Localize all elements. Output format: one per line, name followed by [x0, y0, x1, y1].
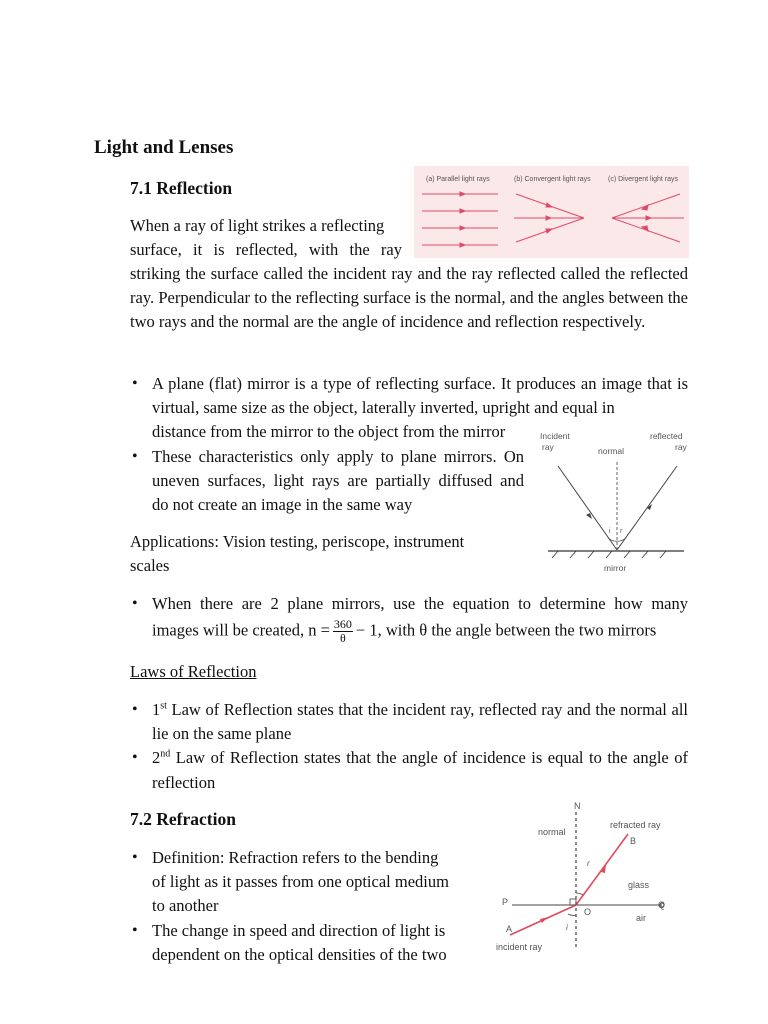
- bullet-line: • When there are 2 plane mirrors, use the equation to determine how many: [152, 594, 688, 613]
- formula-prefix: images will be created, n =: [152, 620, 330, 640]
- incident-label: Incident: [540, 431, 570, 441]
- incidence-arc: [568, 914, 576, 915]
- p-label: P: [502, 897, 509, 907]
- i-label: i: [566, 923, 568, 932]
- intro-continuation: striking the surface called the incident ray and the ray reflected called the reflected ray. Perpendicular to the reflecting surface is the normal, and the angles between the two rays and the normal are the angle of incidence and reflection respectively.: [130, 264, 688, 332]
- ordinal-suffix: st: [160, 700, 167, 712]
- a-label: A: [506, 924, 513, 934]
- reflected-ray-label: ray: [675, 442, 687, 452]
- n-label: N: [574, 801, 581, 811]
- list-item: [130, 445, 524, 518]
- applications-line: Applications: Vision testing, periscope, instrument: [130, 532, 465, 551]
- section-heading-refraction: 7.2 Refraction: [130, 809, 236, 829]
- air-label: air: [636, 913, 647, 923]
- laws-heading: Laws of Reflection: [130, 662, 257, 681]
- applications-text: [130, 530, 490, 578]
- angle-i-label: i: [609, 528, 611, 535]
- q-label: Q: [658, 900, 666, 910]
- intro-line-1: When a ray of light strikes a reflecting: [130, 216, 385, 235]
- mirror-label: mirror: [604, 563, 627, 573]
- list-item: [130, 919, 470, 967]
- normal-label: normal: [538, 827, 566, 837]
- bullet-text-last-line: distance from the mirror to the object from the mirror: [152, 422, 506, 442]
- incident-ray: [558, 466, 617, 550]
- section-heading-reflection: 7.1 Reflection: [130, 178, 233, 198]
- glass-label: glass: [628, 880, 650, 890]
- incident-ray-label: incident ray: [496, 942, 543, 952]
- laws-list: [130, 698, 688, 795]
- bullet-line: • Definition: Refraction refers to the bending: [152, 848, 439, 867]
- intro-paragraph: [130, 214, 402, 262]
- bullet-line: • The change in speed and direction of light is: [152, 920, 446, 940]
- incident-arrow: [540, 917, 548, 923]
- b-label: B: [630, 836, 637, 846]
- refracted-ray: [576, 834, 628, 905]
- refracted-ray-label: refracted ray: [610, 820, 661, 830]
- incident-ray-label: ray: [542, 442, 554, 452]
- r-label: r: [587, 859, 590, 868]
- bullet-line: dependent on the optical densities of the two: [152, 944, 447, 964]
- ordinal-suffix: nd: [160, 748, 171, 760]
- refraction-arc: [576, 893, 583, 895]
- bullet-line: to another: [152, 896, 219, 916]
- reflected-label: reflected: [650, 431, 683, 441]
- formula-suffix: − 1, with θ the angle between the two mirrors: [355, 620, 657, 640]
- law-text: Law of Reflection states that the angle of incidence is equal to the angle of reflection: [152, 748, 688, 792]
- fraction-denominator: θ: [340, 631, 346, 646]
- page-title: Light and Lenses: [94, 137, 234, 158]
- formula-line: [152, 618, 688, 645]
- bullet-text: • A plane (flat) mirror is a type of reflecting surface. It produces an image that is virtual, same size as the object, laterally inverted, upright and equal in: [152, 374, 688, 418]
- list-item: • 2nd Law of Reflection states that the angle of incidence is equal to the angle of reflection: [130, 746, 688, 794]
- refraction-diagram: [494, 798, 688, 960]
- light-rays-figure: [414, 166, 689, 258]
- reflection-diagram: [536, 426, 688, 576]
- bullet-line: of light as it passes from one optical medium: [152, 872, 449, 892]
- convergent-label: (b) Convergent light rays: [514, 176, 591, 183]
- applications-line: scales: [130, 556, 170, 576]
- bullet-line: do not create an image in the same way: [152, 495, 413, 515]
- parallel-label: (a) Parallel light rays: [426, 176, 490, 183]
- mirror-count-bullet: [130, 592, 688, 645]
- divergent-label: (c) Divergent light rays: [608, 176, 679, 183]
- fraction-numerator: 360: [333, 617, 352, 632]
- bullet-line: • These characteristics only apply to plane mirrors. On: [152, 446, 524, 466]
- list-item: [130, 846, 470, 919]
- list-item: • 1st Law of Reflection states that the incident ray, reflected ray and the normal all lie on the same plane: [130, 698, 688, 746]
- o-label: O: [584, 907, 592, 917]
- normal-label: normal: [598, 446, 624, 456]
- law-text: Law of Reflection states that the incident ray, reflected ray and the normal all lie on the same plane: [152, 700, 688, 744]
- intro-line-2: surface, it is reflected, with the ray: [130, 240, 402, 260]
- angle-r-label: r: [620, 528, 623, 535]
- refraction-bullet-list: [130, 846, 470, 967]
- right-angle-marker: [570, 899, 576, 905]
- bullet-line: uneven surfaces, light rays are partially diffused and: [152, 470, 524, 490]
- formula-fraction: [333, 618, 353, 645]
- list-item: [130, 592, 688, 645]
- mirror-hatching: [552, 551, 666, 558]
